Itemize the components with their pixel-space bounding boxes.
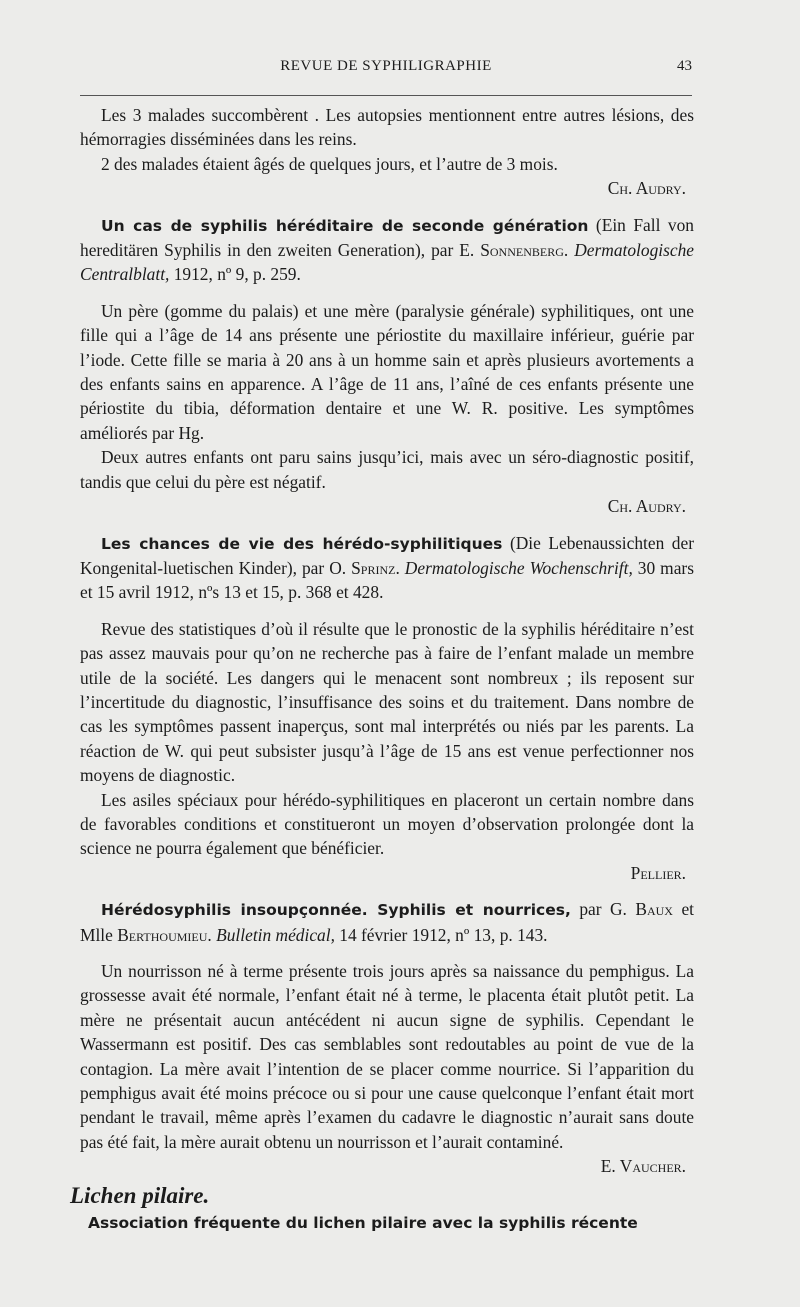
article-1-journal: Dermatologische Centralblatt, (80, 240, 694, 285)
article-3-ref-b: 14 février 1912, nº 13, p. 143. (334, 924, 548, 945)
article-2-title: Les chances de vie des hérédo-syphilitiques (101, 534, 503, 553)
article-2-reference (80, 531, 694, 605)
article-1-ref-b: 1912, nº 9, p. 259. (169, 264, 301, 285)
article-1-signature (80, 494, 694, 518)
header-rule (80, 95, 692, 96)
article-3-journal: Bulletin médical, (211, 924, 335, 945)
page-body (70, 103, 694, 1235)
article-2-signature (80, 861, 694, 885)
article-3-signature (80, 1154, 694, 1178)
article-3-title: Hérédosyphilis insoupçonnée. Syphilis et nourrices, (101, 901, 571, 920)
spacer (80, 605, 694, 617)
section-title: Lichen pilaire. (70, 1182, 210, 1208)
signature-text: Ch. Audry. (607, 496, 686, 517)
article-2-journal: Dermatologische Wochenschrift, (399, 557, 633, 578)
spacer (80, 201, 694, 213)
article-4-title: Association fréquente du lichen pilaire avec la syphilis récente (88, 1213, 638, 1232)
intro-paragraph-1: Les 3 malades succombèrent . Les autopsies mentionnent entre autres lésions, des hémorragies disséminées dans les reins. (80, 105, 694, 150)
article-2-author: Sprinz. (351, 557, 400, 578)
spacer (80, 287, 694, 299)
spacer (80, 519, 694, 531)
page-header (80, 58, 692, 82)
article-3-author-1: Baux (635, 899, 673, 920)
spacer (80, 885, 694, 897)
article-1-author: Sonnenberg. (480, 240, 569, 261)
article-3-ref-mid: et Mlle (80, 899, 694, 945)
article-2-ref-a: (Die Lebenaussichten der Kongenital-luetischen Kinder), par O. (80, 532, 694, 578)
article-3-ref-a: par G. (570, 899, 636, 920)
spacer (80, 947, 694, 959)
signature-text: E. Vaucher. (600, 1156, 686, 1177)
article-1-title: Un cas de syphilis héréditaire de seconde génération (101, 216, 589, 235)
article-1-reference (80, 213, 694, 287)
article-2-ref-b: 30 mars et 15 avril 1912, nºs 13 et 15, p. 368 et 428. (80, 557, 694, 603)
article-1-paragraph-1: Un père (gomme du palais) et une mère (paralysie générale) syphilitiques, ont une fille qui a l’âge de 14 ans présente une périostite du maxillaire inférieur, guérie par l’iode. Cette fille se maria à 20 ans à un homme sain et après plusieurs avortements a des enfants sains en apparence. A l’âge de 11 ans, l’aîné de ces enfants présente une périostite du tibia, déformation dentaire et une W. R. positive. Les symptômes améliorés par Hg. (80, 300, 694, 443)
page-number: 43 (677, 58, 692, 74)
article-1-paragraph-2: Deux autres enfants ont paru sains jusqu’ici, mais avec un séro-diagnostic positif, tandis que celui du père est négatif. (80, 447, 694, 492)
article-2-paragraph-2: Les asiles spéciaux pour hérédo-syphilitiques en placeront un certain nombre dans de favorables conditions et constitueront un moyen d’observation prolongée dont la science ne pourra également que bénéficier. (80, 789, 694, 859)
article-2-paragraph-1: Revue des statistiques d’où il résulte que le pronostic de la syphilis héréditaire n’est pas assez mauvais pour qu’on ne recherche pas à faire de l’enfant malade un membre utile de la société. Les dangers qui le menacent sont nombreux ; ils reposent sur l’incertitude du diagnostic, l’insuffisance des soins et du traitement. Dans nombre de cas les symptômes passent inaperçus, sont mal interprétés ou niés par les parents. La réaction de W. qui peut subsister jusqu’à l’âge de 15 ans est venue perfectionner nos moyens de diagnostic. (80, 618, 694, 786)
article-1-ref-a: (Ein Fall von hereditären Syphilis in den zweiten Generation), par E. (80, 214, 694, 261)
article-3-reference (80, 897, 694, 947)
article-3-author-2: Berthoumieu. (117, 924, 212, 945)
signature-text: Pellier. (630, 862, 686, 883)
running-title: REVUE DE SYPHILIGRAPHIE (280, 58, 492, 74)
signature-text: Ch. Audry. (607, 178, 686, 199)
intro-paragraph-2: 2 des malades étaient âgés de quelques jours, et l’autre de 3 mois. (101, 153, 558, 174)
intro-signature (80, 176, 694, 200)
article-3-paragraph-1: Un nourrisson né à terme présente trois jours après sa naissance du pemphigus. La grossesse avait été normale, l’enfant était né à terme, le placenta était plutôt petit. La mère ne présentait aucun antécédent ni aucun signe de syphilis. Cependant le Wassermann est positif. Des cas semblables sont redoutables au point de vue de la contagion. La mère avait l’intention de se placer comme nourrice. Si l’apparition du pemphigus avait été moins précoce ou si pour une cause quelconque l’enfant était mort pendant le travail, même après l’examen du cadavre le diagnostic n’aurait sans doute pas été fait, la mère aurait obtenu un nourrisson et l’aurait contaminé. (80, 961, 694, 1152)
